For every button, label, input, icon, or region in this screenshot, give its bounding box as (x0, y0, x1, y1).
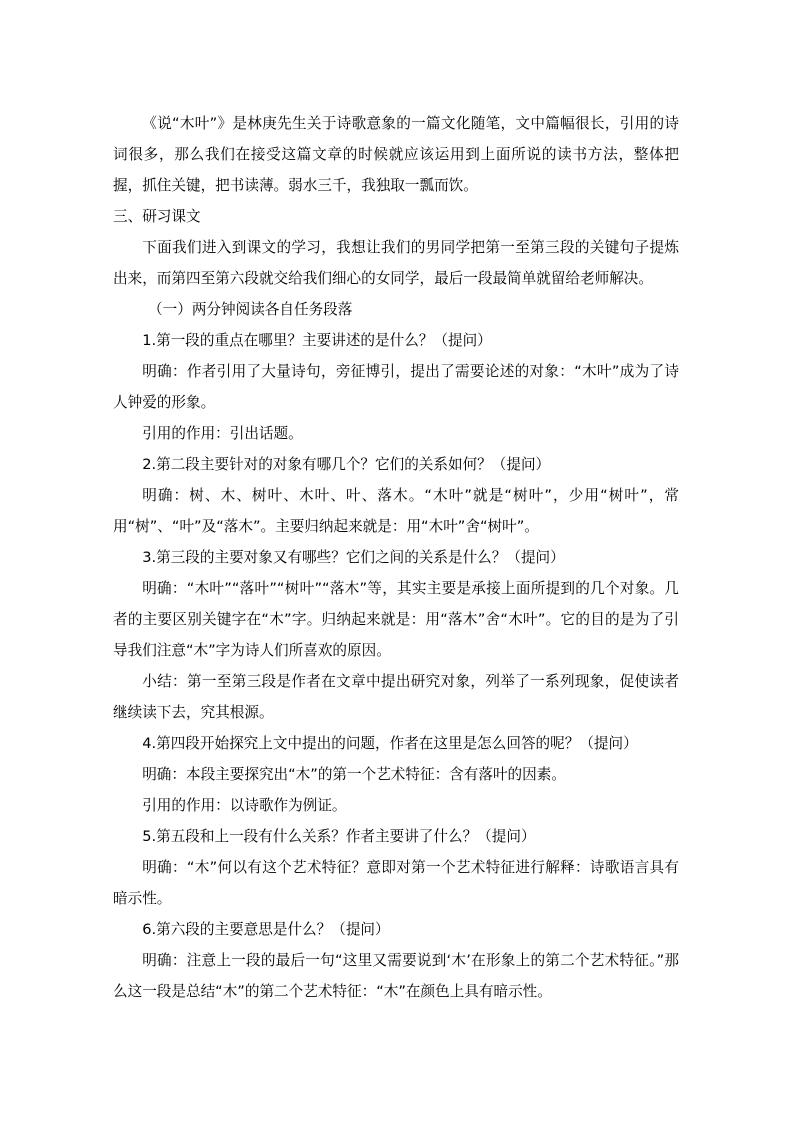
section-heading-study-text: 三、研习课文 (113, 208, 201, 225)
summary-1-3: 小结：第一至第三段是作者在文章中提出研究对象，列举了一系列现象，促使读者继续读下去，究其根源。 (113, 673, 679, 721)
answer-4: 明确：本段主要探究出“木”的第一个艺术特征：含有落叶的因素。 (142, 766, 566, 783)
document-body (113, 108, 679, 1007)
answer-2: 明确：树、木、树叶、木叶、叶、落木。“木叶”就是“树叶”，少用“树叶”，常用“树”、“叶”及“落木”。主要归纳起来就是：用“木叶”舍“树叶”。 (113, 487, 679, 535)
question-3: 3.第三段的主要对象又有哪些？它们之间的关系是什么？（提问） (142, 549, 565, 566)
subheading-reading-task: （一）两分钟阅读各自任务段落 (148, 301, 353, 318)
note-4: 引用的作用：以诗歌作为例证。 (142, 797, 347, 814)
answer-1: 明确：作者引用了大量诗句，旁征博引，提出了需要论述的对象：“木叶”成为了诗人钟爱的形象。 (113, 363, 679, 411)
question-2: 2.第二段主要针对的对象有哪几个？它们的关系如何？（提问） (142, 456, 551, 473)
answer-3: 明确：“木叶”“落叶”“树叶”“落木”等，其实主要是承接上面所提到的几个对象。几者的主要区别关键字在“木”字。归纳起来就是：用“落木”舍“木叶”。它的目的是为了引导我们注意“木”字为诗人们所喜欢的原因。 (113, 580, 679, 659)
question-6: 6.第六段的主要意思是什么？（提问） (142, 921, 390, 938)
question-1: 1.第一段的重点在哪里？主要讲述的是什么？（提问） (142, 332, 492, 349)
answer-6: 明确：注意上一段的最后一句“这里又需要说到‘木’在形象上的第二个艺术特征。”那么这一段是总结“木”的第二个艺术特征：“木”在颜色上具有暗示性。 (113, 952, 679, 1000)
paragraph-task-assignment: 下面我们进入到课文的学习，我想让我们的男同学把第一至第三段的关键句子提炼出来，而第四至第六段就交给我们细心的女同学，最后一段最简单就留给老师解决。 (113, 239, 679, 287)
answer-5: 明确：“木”何以有这个艺术特征？意即对第一个艺术特征进行解释：诗歌语言具有暗示性。 (113, 859, 679, 907)
question-5: 5.第五段和上一段有什么关系？作者主要讲了什么？（提问） (142, 828, 536, 845)
note-1: 引用的作用：引出话题。 (142, 425, 303, 442)
question-4: 4.第四段开始探究上文中提出的问题，作者在这里是怎么回答的呢？（提问） (142, 735, 638, 752)
paragraph-intro: 《说“木叶”》是林庚先生关于诗歌意象的一篇文化随笔，文中篇幅很长，引用的诗词很多，那么我们在接受这篇文章的时候就应该运用到上面所说的读书方法，整体把握，抓住关键，把书读薄。弱水三千，我独取一瓢而饮。 (113, 115, 679, 194)
